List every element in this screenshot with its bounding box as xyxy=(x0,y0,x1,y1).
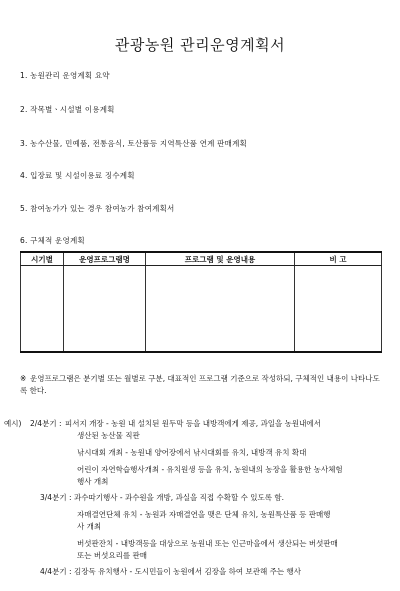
section-6-heading: 6. 구체적 운영계획 xyxy=(20,236,85,245)
note xyxy=(20,373,382,397)
section-1-heading: 1. 농원관리 운영계획 요약 xyxy=(20,71,110,80)
example-line: 버섯판잔치 - 내방객등을 대상으로 농원내 또는 인근마을에서 생산되는 버섯판매 xyxy=(77,539,338,548)
example-period: 4/4분기 : xyxy=(40,567,72,576)
section-4-heading: 4. 입장료 및 시설이용료 징수계획 xyxy=(20,171,135,180)
example-period: 3/4분기 : xyxy=(40,493,72,502)
cell-program-content[interactable] xyxy=(146,266,295,353)
example-line: 피서지 개장 - 농원 내 설치된 원두막 등을 내방객에게 제공, 과일을 농원내에서 xyxy=(65,419,321,428)
example-line: 행사 개최 xyxy=(77,477,109,486)
document-title: 관광농원 관리운영계획서 xyxy=(114,36,286,54)
example-period: 2/4분기 : xyxy=(30,419,62,428)
table-header-row xyxy=(21,252,382,266)
header-period: 시기별 xyxy=(21,252,64,266)
cell-remarks[interactable] xyxy=(295,266,382,353)
header-program-content: 프로그램 및 운영내용 xyxy=(146,252,295,266)
example-line: 자매결연단체 유치 - 농원과 자매결연을 맺은 단체 유치, 농원특산품 등 판매행 xyxy=(77,510,331,519)
example-line: 과수따기행사 - 과수원을 개방, 과실을 직접 수확할 수 있도록 함. xyxy=(74,493,285,502)
note-symbol: ※ xyxy=(20,374,27,383)
section-2-heading: 2. 작목별ㆍ시설별 이용계획 xyxy=(20,105,115,114)
cell-period[interactable] xyxy=(21,266,64,353)
example-line: 또는 버섯요리를 판매 xyxy=(77,551,147,560)
example-line: 김장독 유치행사 - 도시민들이 농원에서 김장을 하여 보관해 주는 행사 xyxy=(74,567,302,576)
section-5-heading: 5. 참여농가가 있는 경우 참여농가 참여계획서 xyxy=(20,204,175,213)
example-label: 예시) xyxy=(4,419,22,428)
example-line: 사 개최 xyxy=(77,522,102,531)
table-row xyxy=(21,266,382,353)
note-text: 운영프로그램은 분기별 또는 월별로 구분, 대표적인 프로그램 기준으로 작성하되, 구체적인 내용이 나타나도록 한다. xyxy=(20,374,380,395)
operation-plan-table xyxy=(20,251,382,353)
example-line: 낚시대회 개최 - 농원내 양어장에서 낚시대회를 유치, 내방객 유치 확대 xyxy=(77,448,307,457)
header-remarks: 비 고 xyxy=(295,252,382,266)
section-3-heading: 3. 농수산물, 민예품, 전통음식, 토산품등 지역특산품 연계 판매계획 xyxy=(20,139,247,148)
example-line: 생산된 농산물 직판 xyxy=(77,431,140,440)
cell-program-name[interactable] xyxy=(64,266,146,353)
example-line: 어린이 자연학습행사개최 - 유치원생 등을 유치, 농원내의 농장을 활용한 농사체험 xyxy=(77,465,343,474)
header-program-name: 운영프로그램명 xyxy=(64,252,146,266)
